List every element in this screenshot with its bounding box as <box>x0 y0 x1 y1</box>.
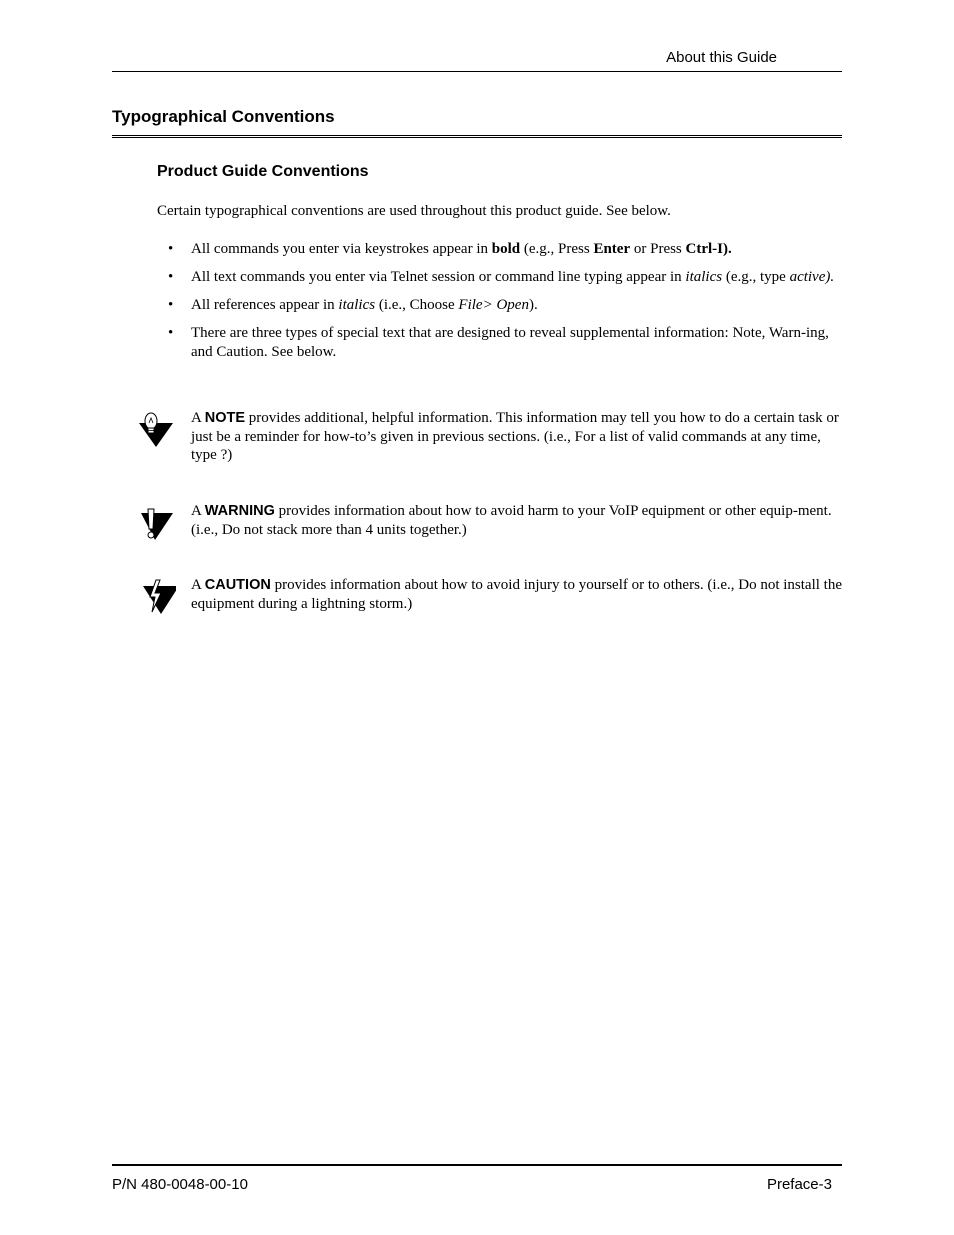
list-item: • All text commands you enter via Telnet session or command line typing appear in italics (e.g., type active). <box>168 269 835 285</box>
running-header-title: About this Guide <box>666 49 777 66</box>
lightning-icon <box>136 576 176 616</box>
caution-text: A CAUTION provides information about how to avoid injury to yourself or to others. (i.e., Do not install the equipment during a lightning storm.) <box>191 577 842 612</box>
section-title: Typographical Conventions <box>112 107 335 126</box>
running-header <box>112 49 842 72</box>
subsection-title: Product Guide Conventions <box>157 163 369 180</box>
exclamation-icon <box>136 502 176 542</box>
conventions-list <box>157 240 842 371</box>
list-item: • There are three types of special text that are designed to reveal supplemental information: Note, Warn-ing, and Caution. See below. <box>168 325 829 360</box>
warning-text: A WARNING provides information about how to avoid harm to your VoIP equipment or other equip-ment. (i.e., Do not stack more than 4 units together.) <box>191 503 832 538</box>
list-item: • All references appear in italics (i.e., Choose File> Open). <box>168 297 538 313</box>
list-item: • All commands you enter via keystrokes appear in bold (e.g., Press Enter or Press Ctrl-I). <box>168 241 732 257</box>
page-number: Preface-3 <box>766 1176 832 1193</box>
warning-keyword: WARNING <box>204 503 275 519</box>
lightbulb-icon <box>136 409 176 449</box>
caution-keyword: CAUTION <box>204 577 271 593</box>
note-keyword: NOTE <box>204 410 246 426</box>
intro-paragraph: Certain typographical conventions are used throughout this product guide. See below. <box>157 203 671 219</box>
part-number: P/N 480-0048-00-10 <box>112 1176 248 1193</box>
section-heading <box>112 107 842 138</box>
running-footer <box>112 1164 842 1193</box>
note-text: A NOTE provides additional, helpful information. This information may tell you how to do a certain task or just be a reminder for how-to’s given in previous sections. (i.e., For a list of valid commands at any time, type ?) <box>191 410 839 463</box>
